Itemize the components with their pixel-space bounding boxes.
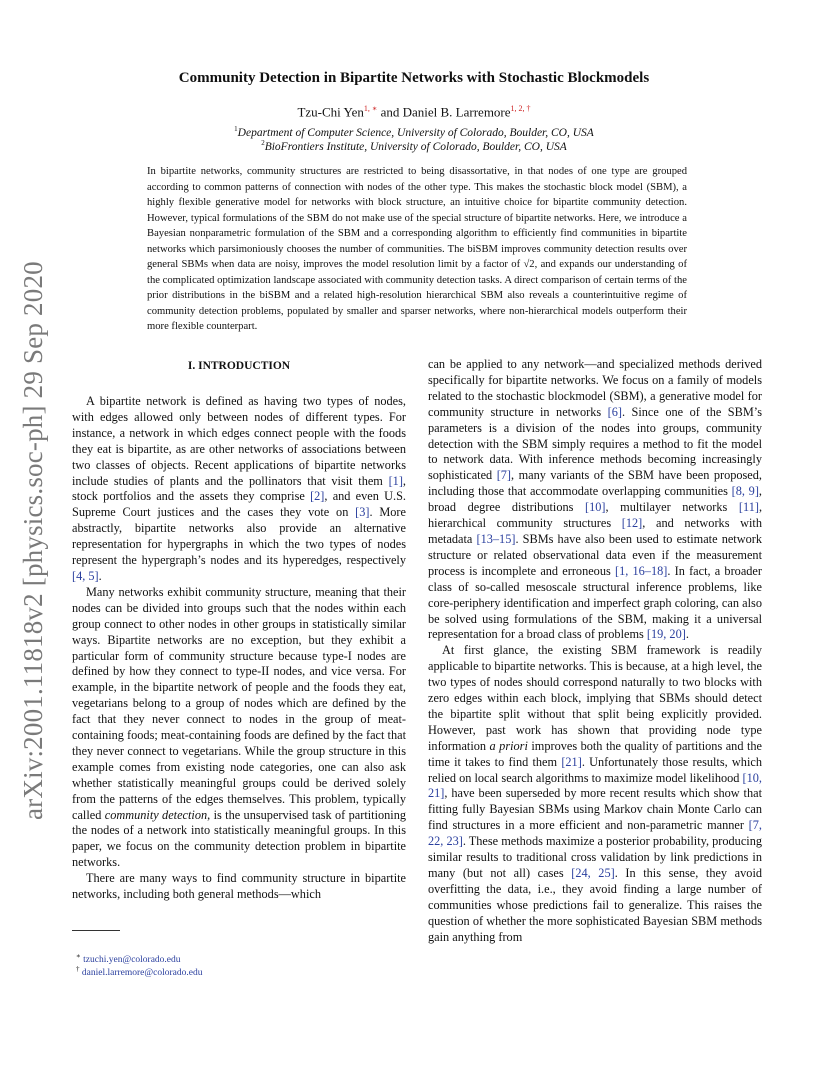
arxiv-stamp: arXiv:2001.11818v2 [physics.soc-ph] 29 Sep 2020: [18, 261, 48, 820]
footnote: ∗ tzuchi.yen@colorado.edu: [76, 952, 181, 966]
paragraph: Many networks exhibit community structure, meaning that their nodes can be divided into groups such that the nodes within each group connect to other nodes in other groups in statistically similar ways. Bipartite networks are no exception, but they exhibit a particular form of community structure because type-I nodes are defined by how they connect to type-II nodes, and vice versa. For example, in the bipartite network of people and the foods they eat, vegetarians belong to a group of nodes which are defined by the fact that they never connect to nodes in the group of meat-containing foods; meat-containing foods are defined by the fact that they never connect to vegetarians. While the group structure in this example comes from existing node categories, one can also ask whether statistically meaningful groups could be derived solely from the patterns of the edges themselves. This problem, typically called community detection, is the unsupervised task of partitioning the nodes of a network into statistically meaningful groups. In this paper, we focus on the community detection problem in bipartite networks.: [72, 584, 406, 870]
footnote: † daniel.larremore@colorado.edu: [76, 965, 203, 979]
citation-link[interactable]: [2]: [310, 489, 325, 504]
right-column: [428, 357, 762, 946]
left-column: [72, 394, 406, 903]
paragraph: There are many ways to find community structure in bipartite networks, including both general methods—which: [72, 871, 406, 902]
citation-link[interactable]: [24, 25]: [571, 866, 615, 880]
author-name: Tzu-Chi Yen: [297, 104, 364, 120]
citation-link[interactable]: [1, 16–18]: [614, 563, 668, 578]
paper-title: Community Detection in Bipartite Networks with Stochastic Blockmodels: [178, 70, 650, 86]
citation-link[interactable]: [21]: [561, 754, 582, 769]
citation-link[interactable]: [4, 5]: [72, 568, 99, 583]
author-superscript: 1, ∗: [363, 104, 378, 113]
author-line: [0, 104, 828, 120]
affiliation: $^2$BioFrontiers Institute, University of Colorado, Boulder, CO, USA: [261, 139, 567, 153]
citation-link[interactable]: [1]: [388, 473, 403, 488]
paragraph: At first glance, the existing SBM framework is readily applicable to bipartite networks. This is because, at a high level, the two types of nodes should correspond naturally to two blocks with zero edges within each block, implying that SBMs should detect the bipartite split without that split being explicitly provided. However, past work has shown that providing node type information a priori improves both the quality of partitions and the time it takes to find them [21]. Unfortunately those results, which relied on local search algorithms to maximize model likelihood [10, 21], have been superseded by more recent results which show that fitting fully Bayesian SBMs using Markov chain Monte Carlo can find structures in a more efficient and non-parametric manner [7, 22, 23]. These methods maximize a posterior probability, producing similar results to traditional cross validation by link predictions in many (but not all) cases [24, 25]. In this sense, they avoid overfitting the data, i.e., they avoid finding a large number of communities whose predictions fail to generalize. This raises the question of whether the more sophisticated Bayesian SBM methods gain anything from: [428, 643, 763, 944]
citation-link[interactable]: [19, 20]: [646, 627, 686, 642]
footnote-rule: [72, 930, 120, 931]
email-link[interactable]: tzuchi.yen@colorado.edu: [83, 955, 181, 966]
abstract: In bipartite networks, community structures are restricted to being disassortative, in that nodes of one type are grouped according to common patterns of connection with nodes of the other type. This makes the stochastic block model (SBM), a highly flexible generative model for networks with block structure, an intuitive choice for bipartite community detection. However, typical formulations of the SBM do not make use of the special structure of bipartite networks. Here, we introduce a Bayesian nonparametric formulation of the SBM and a corresponding algorithm to efficiently find communities in bipartite networks which parsimoniously chooses the number of communities. The biSBM improves community detection results over general SBMs when data are noisy, improves the model resolution limit by a factor of √2, and expands our understanding of the complicated optimization landscape associated with community detection tasks. A direct comparison of certain terms of the prior distributions in the biSBM and a related high-resolution hierarchical SBM also reveals a counterintuitive regime of community detection problems, populated by smaller and sparser networks, where non-hierarchical models outperform their more flexible counterpart.: [147, 166, 687, 332]
citation-link[interactable]: [12]: [621, 516, 643, 531]
author-conjunction: and: [380, 104, 400, 120]
citation-link[interactable]: [7]: [496, 468, 512, 483]
affiliation: $^1$Department of Computer Science, University of Colorado, Boulder, CO, USA: [234, 125, 594, 139]
section-heading: I. INTRODUCTION: [187, 360, 291, 372]
citation-link[interactable]: [6]: [607, 404, 622, 419]
citation-link[interactable]: [11]: [738, 500, 759, 515]
paragraph: A bipartite network is defined as having two types of nodes, with edges allowed only between nodes of different types. For instance, a network in which edges connect people with the foods they eat is bipartite, as are other networks of associations between two classes of objects. Recent applications of bipartite networks include studies of plants and the pollinators that visit them [1], stock portfolios and the assets they comprise [2], and even U.S. Supreme Court justices and the cases they vote on [3]. More abstractly, bipartite networks also provide an alternative representation for hypergraphs in which the two types of nodes represent the hypergraph’s nodes and its hyperedges, respectively [4, 5].: [72, 394, 406, 583]
citation-link[interactable]: [10, 21]: [428, 770, 762, 801]
citation-link[interactable]: [7, 22, 23]: [428, 818, 762, 849]
email-link[interactable]: daniel.larremore@colorado.edu: [81, 968, 203, 979]
paragraph: can be applied to any network—and specialized methods derived specifically for bipartite networks. We focus on a family of models related to the stochastic blockmodel (SBM), a generative model for community structure in networks [6]. Since one of the SBM’s parameters is a division of the nodes into groups, community detection with the SBM simply requires a method to fit the model to network data. With inference methods becoming increasingly sophisticated [7], many variants of the SBM have been proposed, including those that accommodate overlapping communities [8, 9], broad degree distributions [10], multilayer networks [11], hierarchical community structures [12], and networks with metadata [13–15]. SBMs have also been used to estimate network structure or related observational data even if the measurement process is incomplete and erroneous [1, 16–18]. In fact, a broader class of so-called mesoscale structural inference problems, like core-periphery identification and imperfect graph coloring, can also be solved using formulations of the SBM, making it a universal representation for a broad class of problems [19, 20].: [428, 357, 763, 642]
author-name: Daniel B. Larremore: [402, 104, 511, 120]
citation-link[interactable]: [13–15]: [476, 531, 516, 546]
citation-link[interactable]: [10]: [584, 500, 606, 515]
citation-link[interactable]: [3]: [355, 505, 370, 520]
citation-link[interactable]: [8, 9]: [731, 484, 759, 499]
author-superscript: 1, 2, †: [510, 104, 531, 113]
